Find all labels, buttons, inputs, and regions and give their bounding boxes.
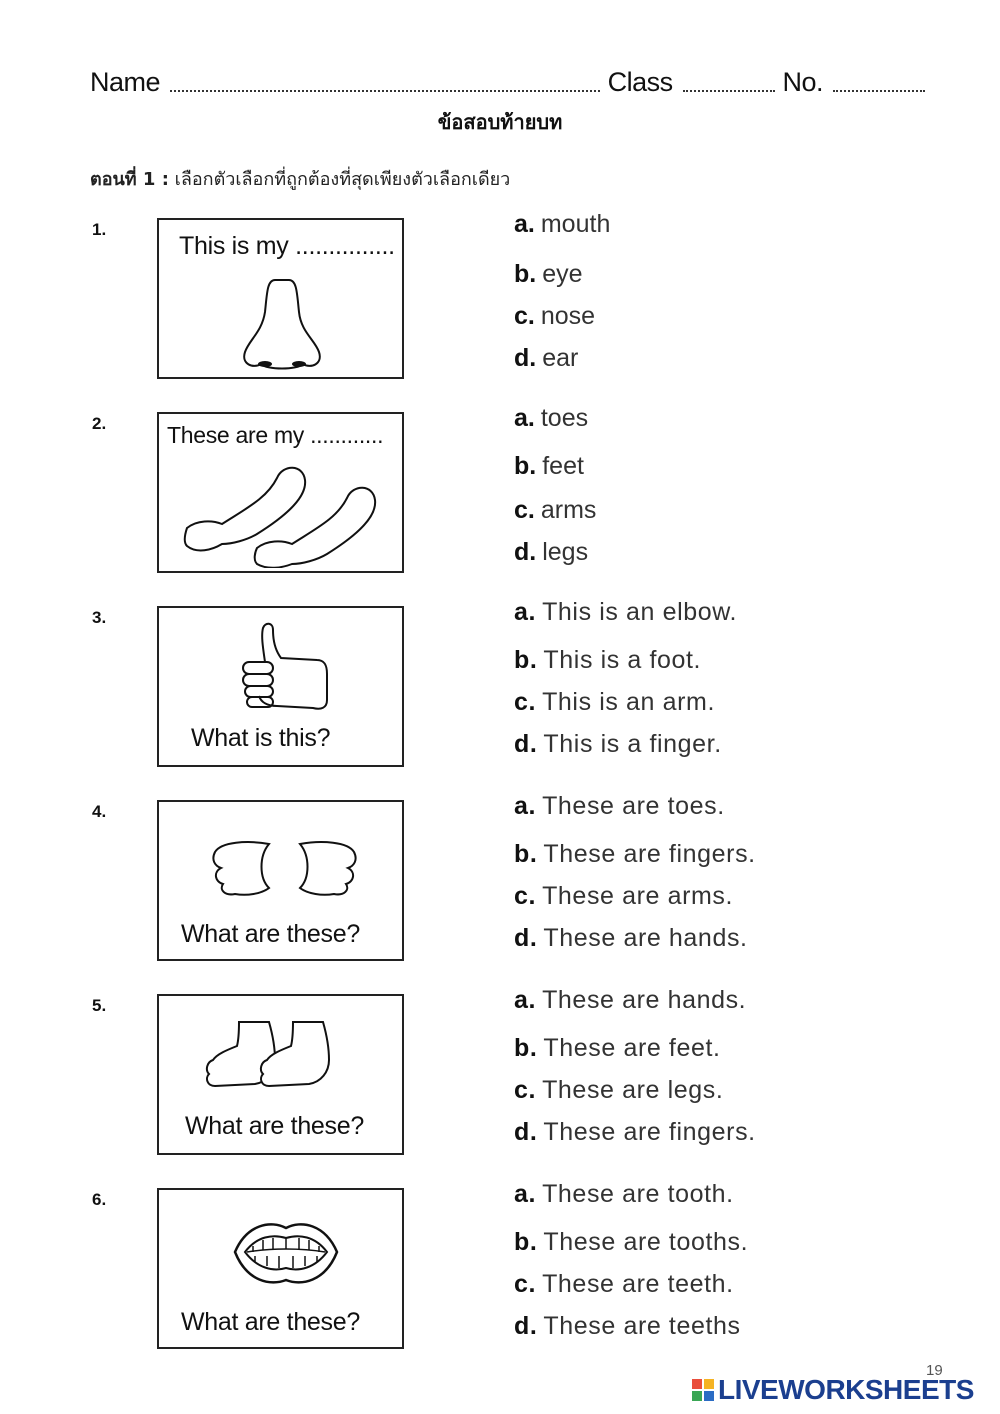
question-image-card	[157, 1188, 404, 1349]
feet-icon	[203, 1016, 363, 1096]
option-c[interactable]: c. nose	[514, 302, 596, 330]
brand-logo[interactable]	[692, 1374, 974, 1406]
option-a[interactable]: a. These are toes.	[514, 792, 725, 820]
question-number: 5.	[92, 996, 107, 1015]
question-image-card	[157, 606, 404, 767]
question-image-card	[157, 800, 404, 961]
question-image-card	[157, 412, 404, 573]
option-b[interactable]: b. This is a foot.	[514, 646, 702, 674]
question-number: 1.	[92, 220, 107, 239]
liveworksheets-logo-icon	[692, 1379, 714, 1401]
page-title: ข้อสอบท้ายบท	[437, 110, 563, 134]
toes-icon	[207, 838, 362, 900]
option-a[interactable]: a. mouth	[514, 210, 611, 238]
option-a[interactable]: a. These are tooth.	[514, 1180, 734, 1208]
option-b[interactable]: b. feet	[514, 452, 584, 480]
page-number: 19	[926, 1362, 943, 1379]
brand-name: LIVEWORKSHEETS	[718, 1374, 974, 1405]
question-prompt: This is my ...............	[179, 232, 395, 260]
option-d[interactable]: d. These are fingers.	[514, 1118, 756, 1146]
number-field[interactable]	[833, 90, 925, 92]
option-c[interactable]: c. These are arms.	[514, 882, 734, 910]
question-number: 4.	[92, 802, 107, 821]
no-label: No.	[782, 67, 824, 97]
question-prompt: These are my ............	[167, 422, 384, 448]
question-image-card	[157, 994, 404, 1155]
option-a[interactable]: a. toes	[514, 404, 589, 432]
question-prompt: What are these?	[181, 1308, 360, 1336]
option-d[interactable]: d. These are teeths	[514, 1312, 741, 1340]
option-d[interactable]: d. legs	[514, 538, 589, 566]
option-d[interactable]: d. These are hands.	[514, 924, 748, 952]
option-c[interactable]: c. arms	[514, 496, 597, 524]
option-b[interactable]: b. These are fingers.	[514, 840, 756, 868]
option-c[interactable]: c. These are legs.	[514, 1076, 724, 1104]
question-number: 2.	[92, 414, 107, 433]
name-label: Name	[90, 67, 161, 97]
question-prompt: What are these?	[185, 1112, 364, 1140]
instructions	[90, 164, 510, 193]
question-prompt: What is this?	[191, 724, 331, 752]
option-c[interactable]: c. These are teeth.	[514, 1270, 734, 1298]
teeth-mouth-icon	[231, 1218, 341, 1288]
instructions-part: ตอนที่ 1 :	[90, 169, 169, 190]
question-prompt: What are these?	[181, 920, 360, 948]
class-field[interactable]	[683, 90, 775, 92]
arms-icon	[177, 458, 387, 568]
question-number: 6.	[92, 1190, 107, 1209]
student-info-row	[90, 58, 925, 98]
option-d[interactable]: d. ear	[514, 344, 579, 372]
instructions-text: เลือกตัวเลือกที่ถูกต้องที่สุดเพียงตัวเลือกเดียว	[174, 169, 511, 190]
option-c[interactable]: c. This is an arm.	[514, 688, 715, 716]
name-field[interactable]	[170, 90, 600, 92]
thumbs-up-icon	[237, 622, 332, 714]
option-b[interactable]: b. eye	[514, 260, 583, 288]
option-d[interactable]: d. This is a finger.	[514, 730, 722, 758]
option-b[interactable]: b. These are feet.	[514, 1034, 721, 1062]
question-number: 3.	[92, 608, 107, 627]
option-a[interactable]: a. These are hands.	[514, 986, 747, 1014]
question-image-card	[157, 218, 404, 379]
nose-icon	[237, 274, 327, 374]
class-label: Class	[607, 67, 673, 97]
option-b[interactable]: b. These are tooths.	[514, 1228, 749, 1256]
option-a[interactable]: a. This is an elbow.	[514, 598, 738, 626]
